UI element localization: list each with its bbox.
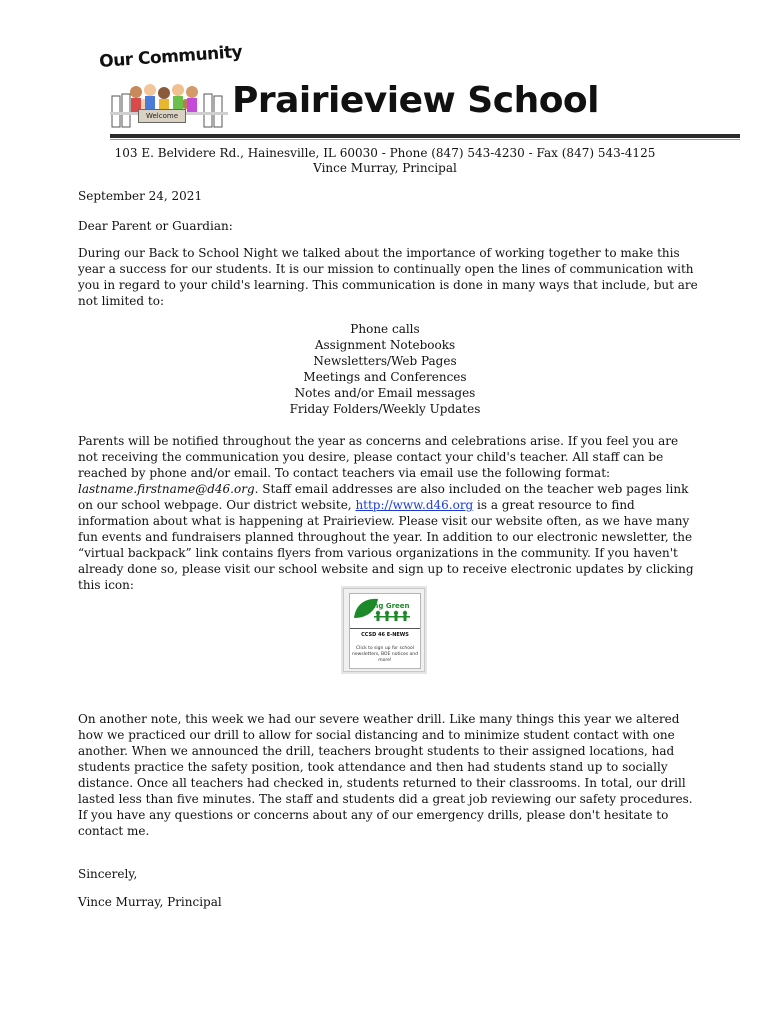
signature: Vince Murray, Principal [78, 895, 222, 909]
enews-description: Click to sign up for school newsletters, BOE notices and more! [352, 646, 418, 663]
list-item: Phone calls [350, 322, 420, 336]
our-community-logo [98, 42, 243, 130]
logo-title: Our Community [98, 42, 243, 72]
principal-line: Vince Murray, Principal [313, 161, 457, 175]
paragraph-text: . Staff email addresses are also included on the teacher web pages link on our school webpage. Our district website, [78, 482, 689, 512]
paragraph-intro: During our Back to School Night we talked about the importance of working together to make this year a success for our students. It is our mission to continually open the lines of communication with you in regard to your child's learning. This communication is done in many ways that include, but are not limited to: [78, 246, 698, 308]
list-item: Friday Folders/Weekly Updates [289, 402, 481, 416]
going-green-enews-button[interactable] [343, 588, 425, 672]
header-rule-thin [110, 139, 740, 140]
closing: Sincerely, [78, 867, 138, 881]
paragraph-communication [78, 433, 698, 593]
list-item: Newsletters/Web Pages [313, 354, 457, 368]
green-leaf-icon [352, 596, 418, 624]
paragraph-weather-drill: On another note, this week we had our severe weather drill. Like many things this year we altered how we practiced our drill to allow for social distancing and to minimize student contact with one another. When we announced the drill, teachers brought students to their assigned locations, had students practice the safety position, took attendance and then had students stand up to socially distance. Once all teachers had checked in, students returned to their classrooms. In total, our drill lasted less than five minutes. The staff and students did a great job reviewing our safety procedures. If you have any questions or concerns about any of our emergency drills, please don't hesitate to contact me. [78, 712, 693, 838]
email-format: lastname.firstname@d46.org [78, 482, 255, 496]
list-item: Notes and/or Email messages [294, 386, 476, 400]
paragraph-text: Parents will be notified throughout the year as concerns and celebrations arise. If you feel you are not receiving the communication you desire, please contact your child's teacher. All staff can be reached by phone and/or email. To contact teachers via email use the following format: [78, 434, 679, 480]
school-address: 103 E. Belvidere Rd., Hainesville, IL 60030 - Phone (847) 543-4230 - Fax (847) 543-4125 [114, 146, 656, 160]
welcome-sign: Welcome [138, 109, 186, 123]
going-green-title: Going Green [360, 602, 410, 610]
letter-date: September 24, 2021 [78, 189, 203, 203]
list-item: Assignment Notebooks [314, 338, 456, 352]
communication-list [0, 321, 770, 417]
badge-divider [350, 628, 420, 629]
paragraph-text: is a great resource to find information about what is happening at Prairieview. Please visit our website often, as we have many fun events and fundraisers planned throughout the year. In addition to our electronic newsletter, the “virtual backpack” link contains flyers from various organizations in the community. If you haven't already done so, please visit our school website and sign up to receive electronic updates by clicking this icon: [78, 498, 694, 592]
district-website-link[interactable]: http://www.d46.org [355, 498, 474, 512]
school-name: Prairieview School [232, 80, 599, 121]
list-item: Meetings and Conferences [303, 370, 467, 384]
going-green-badge [349, 593, 421, 669]
salutation: Dear Parent or Guardian: [78, 219, 233, 233]
header-rule [110, 134, 740, 138]
enews-label: CCSD 46 E-NEWS [361, 632, 409, 638]
